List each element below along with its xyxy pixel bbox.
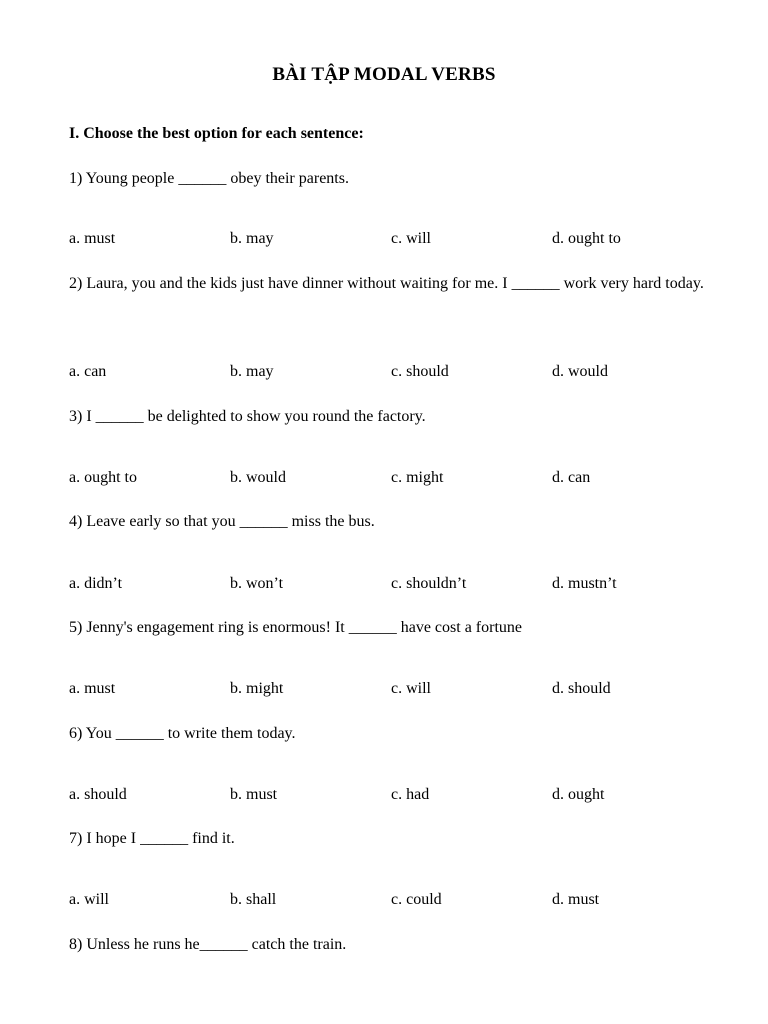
option-1d: d. ought to [552, 230, 621, 247]
section-heading: I. Choose the best option for each sentence: [69, 125, 364, 142]
option-6c: c. had [391, 786, 430, 803]
option-5c: c. will [391, 680, 431, 697]
option-5b: b. might [230, 680, 284, 697]
question-6: 6) You ______ to write them today. [69, 725, 296, 742]
option-6a: a. should [69, 786, 127, 803]
option-3b: b. would [230, 469, 286, 486]
question-2: 2) Laura, you and the kids just have dinner without waiting for me. I ______ work very hard today. [69, 275, 704, 292]
option-5a: a. must [69, 680, 116, 697]
option-2d: d. would [552, 363, 608, 380]
options-4 [69, 575, 709, 597]
page-title: BÀI TẬP MODAL VERBS [272, 64, 496, 85]
option-1a: a. must [69, 230, 116, 247]
option-7a: a. will [69, 891, 109, 908]
options-5 [69, 680, 709, 702]
options-2 [69, 363, 709, 385]
option-7d: d. must [552, 891, 600, 908]
question-7: 7) I hope I ______ find it. [69, 830, 235, 847]
option-3c: c. might [391, 469, 444, 486]
option-2c: c. should [391, 363, 449, 380]
question-1: 1) Young people ______ obey their parents. [69, 170, 349, 187]
option-4a: a. didn’t [69, 575, 123, 592]
option-7c: c. could [391, 891, 442, 908]
question-3: 3) I ______ be delighted to show you round the factory. [69, 408, 426, 425]
option-1b: b. may [230, 230, 274, 247]
options-3 [69, 469, 709, 491]
option-7b: b. shall [230, 891, 277, 908]
option-5d: d. should [552, 680, 611, 697]
option-3d: d. can [552, 469, 591, 486]
option-4c: c. shouldn’t [391, 575, 467, 592]
option-6d: d. ought [552, 786, 605, 803]
options-6 [69, 786, 709, 808]
question-4: 4) Leave early so that you ______ miss the bus. [69, 513, 375, 530]
option-4b: b. won’t [230, 575, 284, 592]
question-8: 8) Unless he runs he______ catch the train. [69, 936, 347, 953]
option-2a: a. can [69, 363, 107, 380]
options-1 [69, 230, 709, 252]
option-3a: a. ought to [69, 469, 137, 486]
option-4d: d. mustn’t [552, 575, 617, 592]
option-6b: b. must [230, 786, 278, 803]
option-2b: b. may [230, 363, 274, 380]
option-1c: c. will [391, 230, 431, 247]
options-7 [69, 891, 709, 913]
question-5: 5) Jenny's engagement ring is enormous! It ______ have cost a fortune [69, 619, 522, 636]
